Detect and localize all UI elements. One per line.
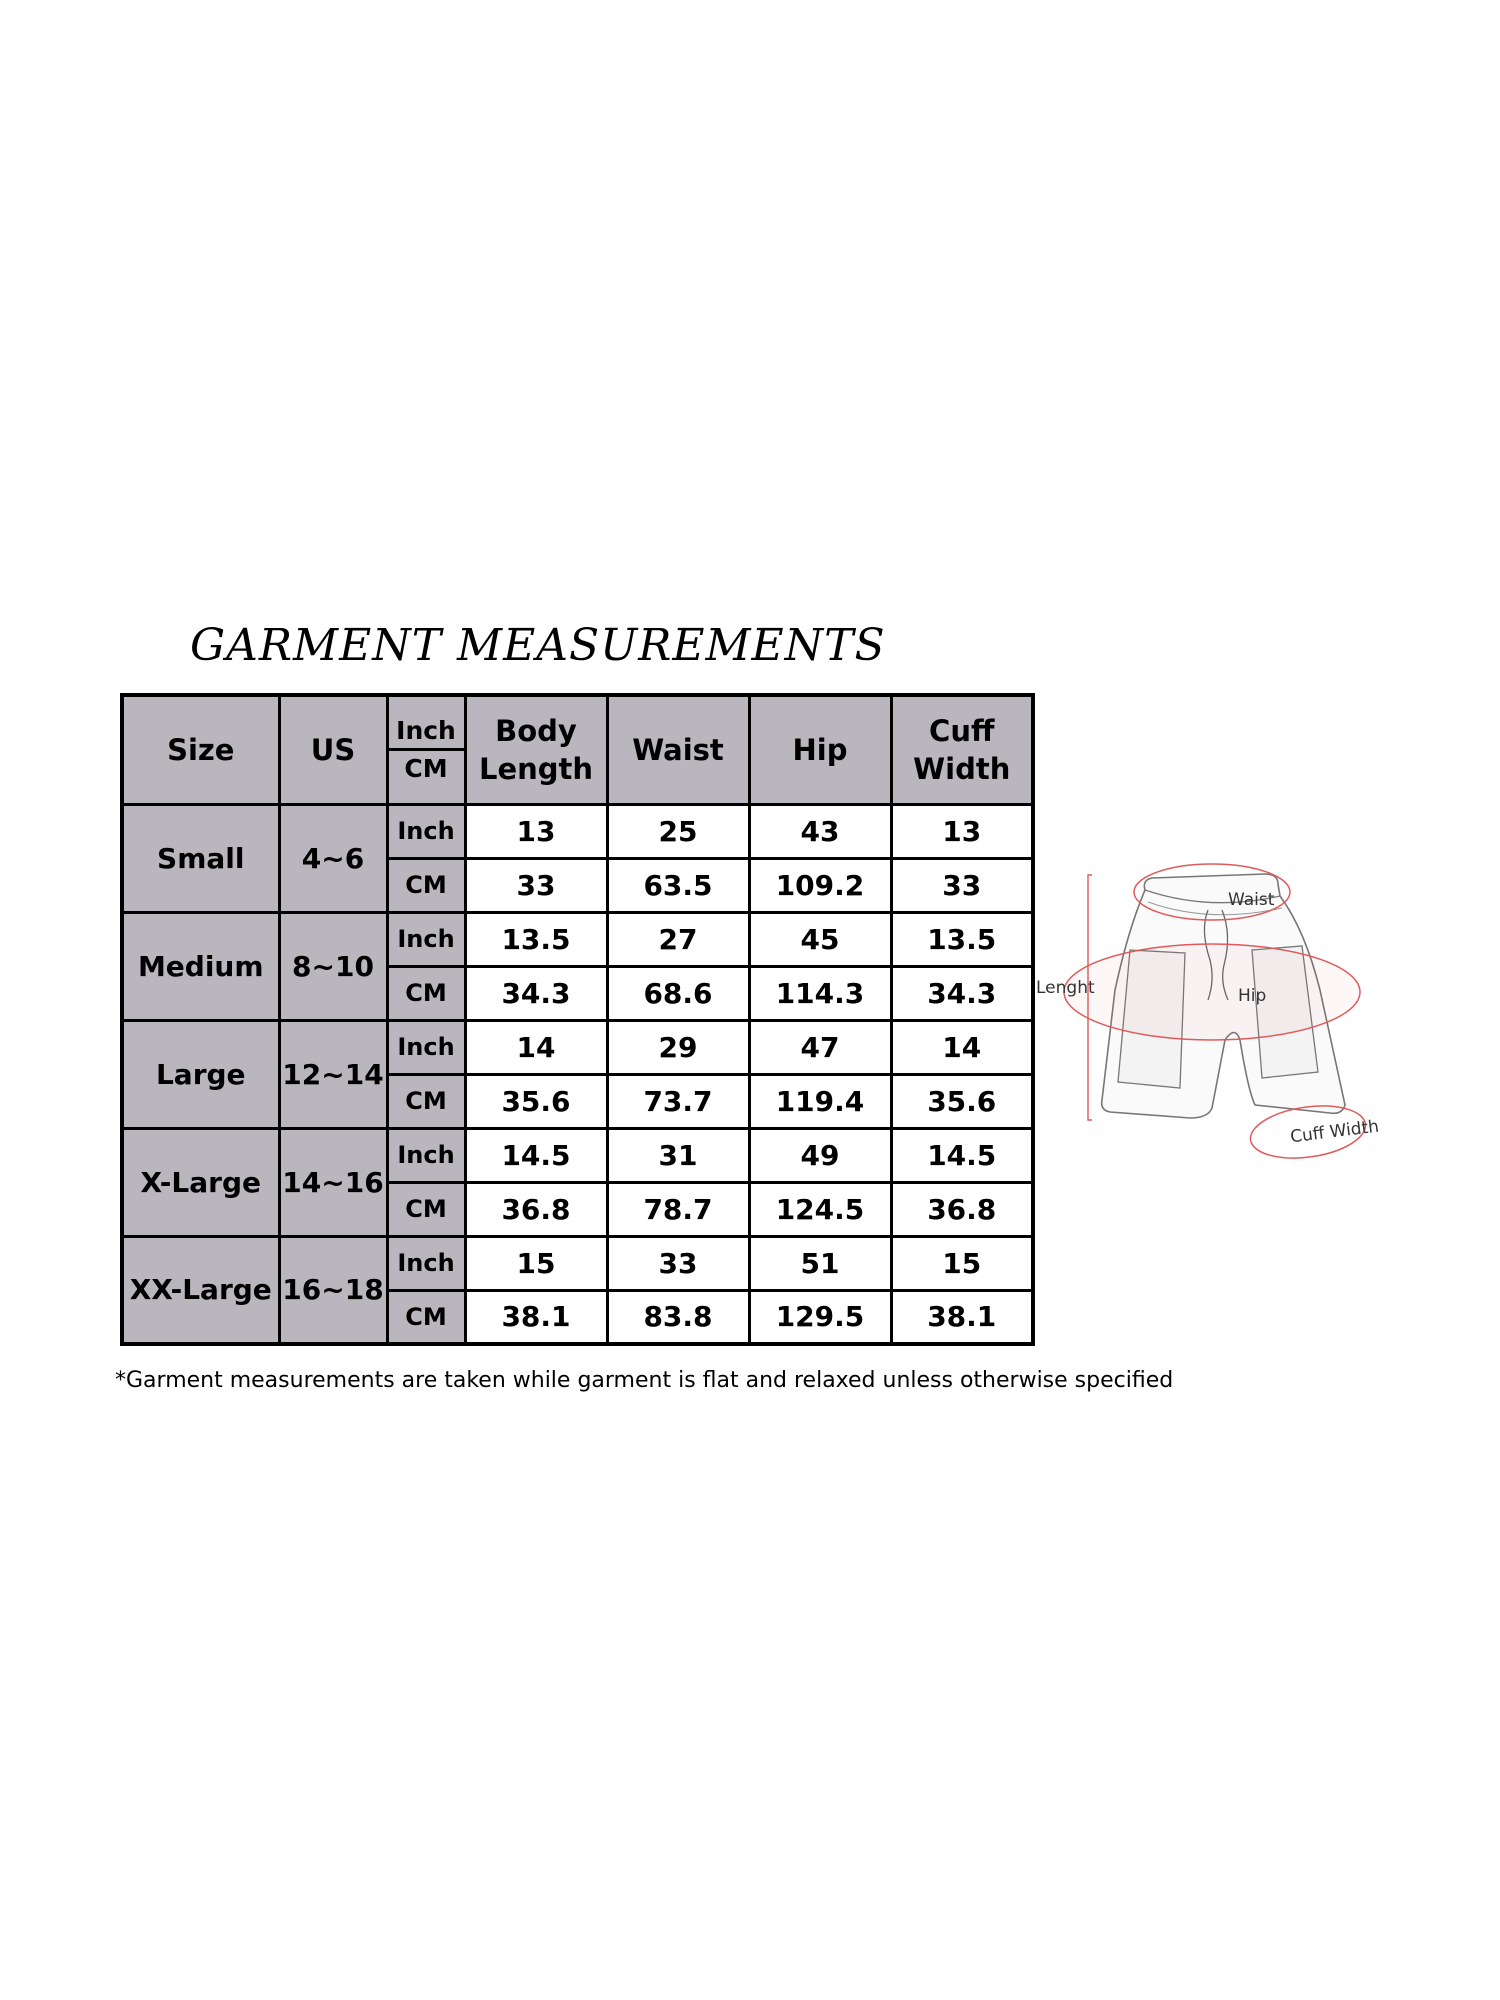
header-hip: Hip [749, 695, 891, 804]
value-cell-hip: 114.3 [749, 966, 891, 1020]
us-size-cell: 14~16 [279, 1128, 387, 1236]
size-cell: Medium [122, 912, 279, 1020]
us-size-cell: 12~14 [279, 1020, 387, 1128]
unit-cell: Inch [387, 1236, 465, 1290]
value-cell-hip: 129.5 [749, 1290, 891, 1344]
size-cell: XX-Large [122, 1236, 279, 1344]
page-title: GARMENT MEASUREMENTS [190, 620, 886, 671]
value-cell-waist: 78.7 [607, 1182, 749, 1236]
value-cell-cuff-width: 33 [891, 858, 1033, 912]
table-row [122, 1020, 1033, 1074]
value-cell-cuff-width: 13.5 [891, 912, 1033, 966]
size-chart-table [120, 693, 1035, 1346]
value-cell-waist: 27 [607, 912, 749, 966]
hip-label: Hip [1238, 986, 1267, 1006]
size-cell: Large [122, 1020, 279, 1128]
value-cell-waist: 33 [607, 1236, 749, 1290]
header-unit [387, 695, 465, 804]
unit-cell: CM [387, 1290, 465, 1344]
value-cell-body-length: 38.1 [465, 1290, 607, 1344]
header-waist: Waist [607, 695, 749, 804]
value-cell-waist: 31 [607, 1128, 749, 1182]
value-cell-body-length: 13.5 [465, 912, 607, 966]
value-cell-hip: 51 [749, 1236, 891, 1290]
header-us: US [279, 695, 387, 804]
measurement-note: *Garment measurements are taken while garment is flat and relaxed unless otherwise specified [115, 1368, 1174, 1393]
value-cell-waist: 63.5 [607, 858, 749, 912]
value-cell-body-length: 15 [465, 1236, 607, 1290]
value-cell-body-length: 35.6 [465, 1074, 607, 1128]
table-header-row [122, 695, 1033, 804]
value-cell-cuff-width: 34.3 [891, 966, 1033, 1020]
unit-cell: CM [387, 858, 465, 912]
waist-label: Waist [1228, 890, 1275, 910]
value-cell-hip: 124.5 [749, 1182, 891, 1236]
unit-cell: Inch [387, 912, 465, 966]
value-cell-hip: 49 [749, 1128, 891, 1182]
value-cell-hip: 43 [749, 804, 891, 858]
cuff-width-label: Cuff Width [1289, 1116, 1381, 1148]
value-cell-cuff-width: 13 [891, 804, 1033, 858]
value-cell-cuff-width: 15 [891, 1236, 1033, 1290]
value-cell-hip: 109.2 [749, 858, 891, 912]
us-size-cell: 8~10 [279, 912, 387, 1020]
us-size-cell: 4~6 [279, 804, 387, 912]
value-cell-body-length: 33 [465, 858, 607, 912]
size-cell: X-Large [122, 1128, 279, 1236]
table-row [122, 912, 1033, 966]
value-cell-waist: 68.6 [607, 966, 749, 1020]
shorts-diagram [1036, 850, 1440, 1170]
value-cell-cuff-width: 36.8 [891, 1182, 1033, 1236]
unit-cell: CM [387, 1182, 465, 1236]
unit-cell: Inch [387, 1020, 465, 1074]
table-row [122, 1236, 1033, 1290]
unit-cell: CM [387, 1074, 465, 1128]
header-unit-inch: Inch [389, 715, 464, 751]
header-body-length-line1: Body [495, 713, 577, 748]
header-cuff-width-line2: Width [913, 751, 1011, 786]
value-cell-hip: 119.4 [749, 1074, 891, 1128]
value-cell-hip: 45 [749, 912, 891, 966]
value-cell-body-length: 36.8 [465, 1182, 607, 1236]
hip-ellipse [1064, 944, 1360, 1040]
header-body-length-line2: Length [478, 751, 594, 786]
value-cell-cuff-width: 35.6 [891, 1074, 1033, 1128]
header-cuff-width-line1: Cuff [929, 713, 995, 748]
value-cell-body-length: 14.5 [465, 1128, 607, 1182]
value-cell-waist: 73.7 [607, 1074, 749, 1128]
value-cell-cuff-width: 14.5 [891, 1128, 1033, 1182]
header-cuff-width [891, 695, 1033, 804]
length-label: Lenght [1036, 978, 1095, 998]
value-cell-body-length: 34.3 [465, 966, 607, 1020]
unit-cell: Inch [387, 1128, 465, 1182]
size-cell: Small [122, 804, 279, 912]
value-cell-cuff-width: 14 [891, 1020, 1033, 1074]
value-cell-waist: 25 [607, 804, 749, 858]
header-unit-cm: CM [404, 753, 448, 783]
value-cell-waist: 83.8 [607, 1290, 749, 1344]
us-size-cell: 16~18 [279, 1236, 387, 1344]
table-row [122, 804, 1033, 858]
value-cell-body-length: 14 [465, 1020, 607, 1074]
header-size: Size [122, 695, 279, 804]
header-body-length [465, 695, 607, 804]
unit-cell: Inch [387, 804, 465, 858]
value-cell-waist: 29 [607, 1020, 749, 1074]
table-row [122, 1128, 1033, 1182]
unit-cell: CM [387, 966, 465, 1020]
value-cell-hip: 47 [749, 1020, 891, 1074]
value-cell-cuff-width: 38.1 [891, 1290, 1033, 1344]
value-cell-body-length: 13 [465, 804, 607, 858]
